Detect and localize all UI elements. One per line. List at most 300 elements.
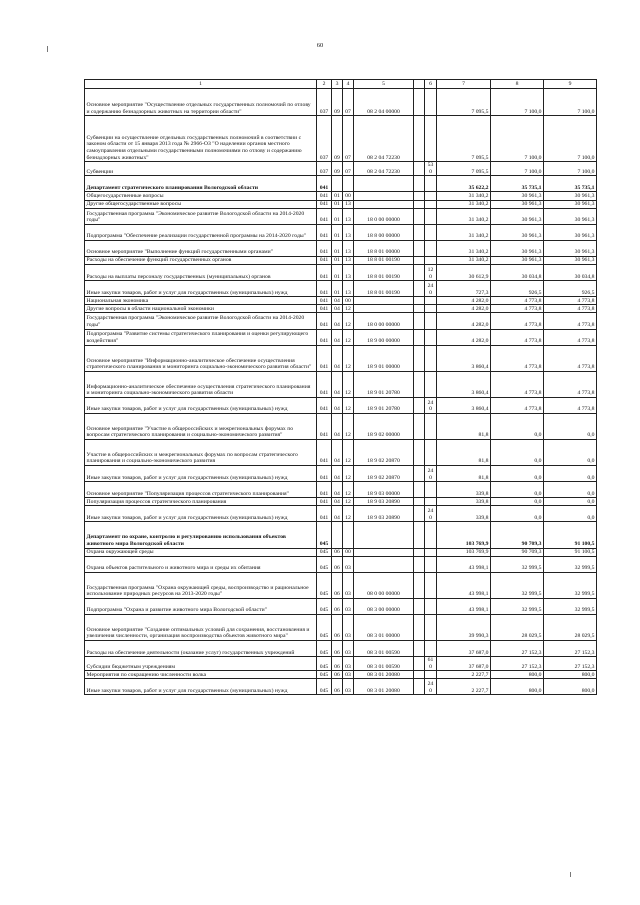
- cell-value-8: 800,0: [491, 679, 544, 695]
- cell-rz: 09: [332, 89, 343, 116]
- cell-value-9: 4 773,8: [544, 329, 597, 345]
- cell-vr: [425, 482, 437, 498]
- cell-ved: 037: [317, 162, 332, 176]
- cell-value-9: 30 961,3: [544, 208, 597, 224]
- cell-name: Департамент стратегического планирования Вологодской области: [85, 176, 317, 192]
- cell-vr: [425, 598, 437, 614]
- table-row: [85, 522, 597, 548]
- table-row: [85, 329, 597, 345]
- cell-empty: [414, 281, 425, 297]
- table-row: [85, 297, 597, 305]
- cell-empty: [414, 572, 425, 598]
- cell-value-9: 27 152,3: [544, 657, 597, 671]
- cell-empty: [414, 313, 425, 329]
- cell-pr: 07: [343, 116, 354, 162]
- cell-csr: 18 9 01 20780: [354, 397, 414, 413]
- cell-value-9: 4 773,8: [544, 305, 597, 313]
- cell-csr: 18 9 02 00000: [354, 413, 414, 439]
- cell-name: Субвенции: [85, 162, 317, 176]
- table-row: [85, 192, 597, 200]
- cell-pr: 12: [343, 466, 354, 482]
- cell-name: Основное мероприятие "Осуществление отдельных государственных полномочий по отлову и содержанию безнадзорных животных на территории области": [85, 89, 317, 116]
- cell-value-7: 4 282,0: [437, 297, 491, 305]
- cell-csr: 18 0 00 00000: [354, 313, 414, 329]
- cell-pr: 13: [343, 200, 354, 208]
- cell-value-7: 2 227,7: [437, 679, 491, 695]
- cell-value-9: 28 029,5: [544, 614, 597, 640]
- table-row: [85, 598, 597, 614]
- cell-pr: 12: [343, 345, 354, 371]
- cell-rz: 01: [332, 208, 343, 224]
- cell-ved: 045: [317, 598, 332, 614]
- cell-value-9: 4 773,8: [544, 297, 597, 305]
- cell-vr: [425, 305, 437, 313]
- table-row: [85, 439, 597, 465]
- cell-pr: 12: [343, 371, 354, 397]
- cell-pr: 13: [343, 281, 354, 297]
- cell-vr: 240: [425, 281, 437, 297]
- cell-value-9: 27 152,3: [544, 641, 597, 657]
- cell-empty: [414, 192, 425, 200]
- cell-value-8: 27 152,3: [491, 657, 544, 671]
- cell-csr: 18 8 00 00000: [354, 224, 414, 240]
- cell-value-8: 7 100,0: [491, 116, 544, 162]
- cell-ved: 041: [317, 498, 332, 506]
- cell-name: Субвенции на осуществление отдельных государственных полномочий в соответствии с законом области от 15 января 2013 года № 2966-ОЗ "О наделении органов местного самоуправления отдельными государственными полномочиями по отлову и содержанию безнадзорных животных": [85, 116, 317, 162]
- cell-name: Основное мероприятие "Создание оптимальных условий для сохранения, восстановления и увеличения численности, организация воспроизводства объектов животного мира": [85, 614, 317, 640]
- cell-vr: 240: [425, 397, 437, 413]
- table-row: [85, 265, 597, 281]
- cell-pr: 12: [343, 482, 354, 498]
- cell-csr: [354, 522, 414, 548]
- cell-csr: 18 8 01 00190: [354, 265, 414, 281]
- cell-value-7: 103 769,9: [437, 522, 491, 548]
- cell-csr: 08 3 01 20080: [354, 679, 414, 695]
- cell-pr: 03: [343, 641, 354, 657]
- table-row: [85, 556, 597, 572]
- header-cell: 3: [332, 80, 343, 89]
- cell-value-8: 27 152,3: [491, 641, 544, 657]
- cell-pr: 07: [343, 162, 354, 176]
- cell-pr: 03: [343, 572, 354, 598]
- cell-name: Иные закупки товаров, работ и услуг для государственных (муниципальных) нужд: [85, 281, 317, 297]
- cell-csr: [354, 192, 414, 200]
- cell-vr: [425, 572, 437, 598]
- cell-pr: 03: [343, 679, 354, 695]
- table-row: [85, 498, 597, 506]
- cell-empty: [414, 598, 425, 614]
- cell-pr: 12: [343, 329, 354, 345]
- cell-csr: 18 8 01 00000: [354, 240, 414, 256]
- cell-empty: [414, 498, 425, 506]
- cell-rz: 04: [332, 305, 343, 313]
- cell-vr: 240: [425, 506, 437, 522]
- table-row: [85, 89, 597, 116]
- table-header-row: [85, 80, 597, 89]
- cell-ved: 041: [317, 176, 332, 192]
- cell-ved: 041: [317, 371, 332, 397]
- cell-value-9: 926,5: [544, 281, 597, 297]
- cell-rz: 01: [332, 192, 343, 200]
- cell-rz: 04: [332, 482, 343, 498]
- cell-ved: 041: [317, 224, 332, 240]
- cell-empty: [414, 345, 425, 371]
- header-cell: 1: [85, 80, 317, 89]
- cell-empty: [414, 466, 425, 482]
- cell-value-9: 0,0: [544, 482, 597, 498]
- cell-value-8: 4 773,8: [491, 329, 544, 345]
- cell-value-9: 4 773,8: [544, 397, 597, 413]
- cell-rz: 06: [332, 548, 343, 556]
- cell-empty: [414, 397, 425, 413]
- cell-pr: [343, 176, 354, 192]
- cell-value-9: 7 100,0: [544, 116, 597, 162]
- cell-name: Информационно-аналитическое обеспечение осуществления стратегического планирования и мониторинга социально-экономического развития области: [85, 371, 317, 397]
- cell-name: Расходы на обеспечение функций государственных органов: [85, 256, 317, 264]
- cell-empty: [414, 641, 425, 657]
- cell-name: Основное мероприятие "Выполнение функций государственными органами": [85, 240, 317, 256]
- scan-mark: [47, 46, 48, 52]
- cell-name: Подпрограмма "Развитие системы стратегического планирования и оценки регулирующего воздействия": [85, 329, 317, 345]
- cell-vr: [425, 89, 437, 116]
- cell-vr: [425, 200, 437, 208]
- cell-value-8: 30 961,3: [491, 208, 544, 224]
- cell-value-8: 30 961,3: [491, 200, 544, 208]
- cell-csr: 18 0 00 00000: [354, 208, 414, 224]
- cell-empty: [414, 657, 425, 671]
- table-row: [85, 162, 597, 176]
- cell-name: Государственная программа "Экономическое развитие Вологодской области на 2014-2020 годы": [85, 208, 317, 224]
- cell-value-9: 32 999,5: [544, 556, 597, 572]
- cell-vr: [425, 313, 437, 329]
- cell-empty: [414, 256, 425, 264]
- cell-csr: 18 9 03 20890: [354, 498, 414, 506]
- cell-name: Охрана объектов растительного и животного мира и среды их обитания: [85, 556, 317, 572]
- cell-value-8: 7 100,0: [491, 162, 544, 176]
- cell-rz: 01: [332, 240, 343, 256]
- table-row: [85, 679, 597, 695]
- cell-value-8: 4 773,8: [491, 305, 544, 313]
- cell-vr: [425, 548, 437, 556]
- table-row: [85, 313, 597, 329]
- table-row: [85, 614, 597, 640]
- cell-vr: [425, 192, 437, 200]
- cell-rz: 01: [332, 281, 343, 297]
- cell-empty: [414, 240, 425, 256]
- cell-value-7: 30 612,9: [437, 265, 491, 281]
- cell-empty: [414, 208, 425, 224]
- cell-csr: [354, 176, 414, 192]
- cell-rz: 06: [332, 556, 343, 572]
- cell-pr: 03: [343, 556, 354, 572]
- cell-ved: 041: [317, 192, 332, 200]
- cell-value-7: 7 095,5: [437, 162, 491, 176]
- cell-value-9: 7 100,0: [544, 162, 597, 176]
- cell-ved: 041: [317, 297, 332, 305]
- cell-value-7: 31 340,2: [437, 240, 491, 256]
- cell-csr: [354, 305, 414, 313]
- cell-name: Основное мероприятие "Участие в общероссийских и межрегиональных форумах по вопросам стратегического планирования и социально-экономического развития": [85, 413, 317, 439]
- table-row: [85, 466, 597, 482]
- cell-csr: [354, 548, 414, 556]
- table-row: [85, 413, 597, 439]
- cell-empty: [414, 176, 425, 192]
- header-cell: 8: [491, 80, 544, 89]
- cell-pr: [343, 522, 354, 548]
- table-row: [85, 482, 597, 498]
- cell-value-7: 35 622,2: [437, 176, 491, 192]
- cell-value-9: 30 961,3: [544, 200, 597, 208]
- cell-ved: 045: [317, 556, 332, 572]
- cell-ved: 037: [317, 89, 332, 116]
- cell-value-8: 800,0: [491, 671, 544, 679]
- cell-empty: [414, 614, 425, 640]
- header-cell: 2: [317, 80, 332, 89]
- cell-rz: 06: [332, 657, 343, 671]
- cell-csr: 08 2 04 00000: [354, 89, 414, 116]
- table-row: [85, 671, 597, 679]
- cell-empty: [414, 305, 425, 313]
- table-row: [85, 224, 597, 240]
- cell-value-8: 32 999,5: [491, 572, 544, 598]
- cell-vr: [425, 297, 437, 305]
- cell-value-9: 32 999,5: [544, 598, 597, 614]
- cell-empty: [414, 671, 425, 679]
- table-row: [85, 116, 597, 162]
- cell-rz: 06: [332, 614, 343, 640]
- cell-value-7: 81,8: [437, 439, 491, 465]
- table-row: [85, 548, 597, 556]
- cell-empty: [414, 224, 425, 240]
- cell-rz: 04: [332, 413, 343, 439]
- cell-ved: 041: [317, 208, 332, 224]
- cell-value-7: 4 282,0: [437, 329, 491, 345]
- cell-value-7: 81,8: [437, 466, 491, 482]
- cell-ved: 041: [317, 313, 332, 329]
- cell-rz: 04: [332, 329, 343, 345]
- cell-csr: [354, 556, 414, 572]
- table-body: [85, 80, 597, 695]
- cell-csr: 18 8 01 00190: [354, 281, 414, 297]
- cell-ved: 041: [317, 281, 332, 297]
- cell-pr: 00: [343, 548, 354, 556]
- cell-ved: 041: [317, 439, 332, 465]
- cell-rz: 04: [332, 498, 343, 506]
- cell-csr: [354, 297, 414, 305]
- cell-rz: 04: [332, 345, 343, 371]
- cell-value-8: 4 773,8: [491, 313, 544, 329]
- header-cell: 6: [425, 80, 437, 89]
- cell-vr: 240: [425, 679, 437, 695]
- cell-ved: 045: [317, 657, 332, 671]
- header-cell: 7: [437, 80, 491, 89]
- cell-rz: 06: [332, 679, 343, 695]
- cell-name: Подпрограмма "Обеспечение реализации государственной программы на 2014-2020 годы": [85, 224, 317, 240]
- cell-rz: 06: [332, 598, 343, 614]
- table-row: [85, 256, 597, 264]
- cell-rz: 04: [332, 297, 343, 305]
- cell-empty: [414, 329, 425, 345]
- header-cell: 5: [354, 80, 414, 89]
- cell-rz: 01: [332, 265, 343, 281]
- cell-value-7: 7 095,5: [437, 89, 491, 116]
- cell-name: Расходы на обеспечение деятельности (оказание услуг) государственных учреждений: [85, 641, 317, 657]
- cell-value-9: 30 961,3: [544, 192, 597, 200]
- cell-vr: [425, 371, 437, 397]
- table-row: [85, 240, 597, 256]
- table-row: [85, 506, 597, 522]
- cell-csr: 08 3 00 00000: [354, 598, 414, 614]
- cell-vr: [425, 116, 437, 162]
- cell-value-9: 0,0: [544, 506, 597, 522]
- cell-rz: 04: [332, 466, 343, 482]
- cell-value-8: 4 773,8: [491, 345, 544, 371]
- cell-ved: 045: [317, 548, 332, 556]
- cell-value-7: 3 860,4: [437, 371, 491, 397]
- cell-ved: 045: [317, 671, 332, 679]
- cell-value-9: 30 961,3: [544, 256, 597, 264]
- table-row: [85, 397, 597, 413]
- cell-rz: 09: [332, 162, 343, 176]
- cell-csr: 08 0 00 00000: [354, 572, 414, 598]
- cell-value-7: 727,3: [437, 281, 491, 297]
- cell-empty: [414, 439, 425, 465]
- cell-value-7: 3 860,4: [437, 345, 491, 371]
- cell-pr: 13: [343, 208, 354, 224]
- cell-vr: [425, 439, 437, 465]
- cell-vr: [425, 256, 437, 264]
- cell-value-9: 35 735,1: [544, 176, 597, 192]
- cell-csr: 08 3 01 00590: [354, 657, 414, 671]
- cell-name: Государственная программа "Экономическое развитие Вологодской области на 2014-2020 годы": [85, 313, 317, 329]
- cell-ved: 041: [317, 482, 332, 498]
- cell-value-7: 31 340,2: [437, 224, 491, 240]
- cell-value-7: 43 998,1: [437, 572, 491, 598]
- cell-empty: [414, 162, 425, 176]
- cell-value-7: 31 340,2: [437, 208, 491, 224]
- cell-ved: 041: [317, 265, 332, 281]
- header-cell: [414, 80, 425, 89]
- cell-pr: 12: [343, 313, 354, 329]
- cell-rz: 04: [332, 397, 343, 413]
- cell-pr: 03: [343, 598, 354, 614]
- cell-name: Департамент по охране, контролю и регулированию использования объектов животного мира Вологодской области: [85, 522, 317, 548]
- cell-value-7: 339,8: [437, 482, 491, 498]
- cell-vr: 530: [425, 162, 437, 176]
- table-row: [85, 305, 597, 313]
- cell-empty: [414, 506, 425, 522]
- header-cell: 4: [343, 80, 354, 89]
- cell-csr: 08 3 01 00000: [354, 614, 414, 640]
- cell-vr: [425, 641, 437, 657]
- cell-value-9: 7 100,0: [544, 89, 597, 116]
- cell-name: Основное мероприятие "Информационно-аналитическое обеспечение осуществления стратегического планирования и мониторинга социально-экономического развития области": [85, 345, 317, 371]
- cell-value-8: 0,0: [491, 498, 544, 506]
- cell-ved: 041: [317, 200, 332, 208]
- cell-vr: [425, 556, 437, 572]
- cell-vr: 120: [425, 265, 437, 281]
- cell-ved: 045: [317, 614, 332, 640]
- cell-empty: [414, 200, 425, 208]
- cell-ved: 041: [317, 397, 332, 413]
- cell-value-9: 0,0: [544, 413, 597, 439]
- cell-ved: 041: [317, 256, 332, 264]
- cell-value-7: 43 998,1: [437, 556, 491, 572]
- cell-name: Национальная экономика: [85, 297, 317, 305]
- cell-ved: 041: [317, 305, 332, 313]
- cell-vr: [425, 240, 437, 256]
- cell-vr: [425, 329, 437, 345]
- cell-value-8: 4 773,8: [491, 297, 544, 305]
- cell-value-7: 103 769,9: [437, 548, 491, 556]
- cell-name: Популяризация процессов стратегического планирования: [85, 498, 317, 506]
- cell-csr: 18 9 01 00000: [354, 345, 414, 371]
- cell-value-8: 0,0: [491, 506, 544, 522]
- cell-ved: 045: [317, 572, 332, 598]
- cell-vr: [425, 498, 437, 506]
- cell-value-7: 37 687,0: [437, 657, 491, 671]
- cell-csr: 18 9 03 00000: [354, 482, 414, 498]
- table-row: [85, 281, 597, 297]
- cell-value-9: 91 100,5: [544, 522, 597, 548]
- cell-name: Субсидии бюджетным учреждениям: [85, 657, 317, 671]
- table-row: [85, 345, 597, 371]
- cell-rz: 01: [332, 224, 343, 240]
- cell-vr: [425, 176, 437, 192]
- cell-empty: [414, 413, 425, 439]
- budget-table: [84, 79, 597, 695]
- cell-empty: [414, 89, 425, 116]
- cell-pr: 07: [343, 89, 354, 116]
- cell-value-7: 37 687,0: [437, 641, 491, 657]
- cell-name: Иные закупки товаров, работ и услуг для государственных (муниципальных) нужд: [85, 679, 317, 695]
- cell-ved: 045: [317, 641, 332, 657]
- cell-value-8: 0,0: [491, 466, 544, 482]
- cell-csr: 18 9 02 20870: [354, 439, 414, 465]
- cell-csr: 18 9 01 20780: [354, 371, 414, 397]
- cell-pr: 12: [343, 506, 354, 522]
- cell-csr: 08 2 04 72230: [354, 116, 414, 162]
- cell-value-8: 0,0: [491, 482, 544, 498]
- cell-value-9: 30 034,8: [544, 265, 597, 281]
- cell-value-8: 30 961,3: [491, 224, 544, 240]
- cell-vr: [425, 224, 437, 240]
- cell-empty: [414, 265, 425, 281]
- cell-name: Мероприятия по сокращению численности волка: [85, 671, 317, 679]
- cell-rz: [332, 522, 343, 548]
- cell-csr: 18 9 02 20870: [354, 466, 414, 482]
- cell-vr: 240: [425, 466, 437, 482]
- cell-empty: [414, 116, 425, 162]
- header-cell: 9: [544, 80, 597, 89]
- cell-value-8: 32 999,5: [491, 556, 544, 572]
- cell-ved: 041: [317, 466, 332, 482]
- cell-pr: 03: [343, 671, 354, 679]
- cell-empty: [414, 548, 425, 556]
- cell-rz: [332, 176, 343, 192]
- cell-ved: 037: [317, 116, 332, 162]
- cell-value-8: 90 709,3: [491, 548, 544, 556]
- cell-csr: 08 3 01 20080: [354, 671, 414, 679]
- cell-rz: 09: [332, 116, 343, 162]
- cell-empty: [414, 482, 425, 498]
- cell-value-7: 31 340,2: [437, 200, 491, 208]
- cell-rz: 04: [332, 313, 343, 329]
- cell-value-7: 7 095,5: [437, 116, 491, 162]
- table-row: [85, 371, 597, 397]
- table-row: [85, 200, 597, 208]
- cell-name: Расходы на выплаты персоналу государственных (муниципальных) органов: [85, 265, 317, 281]
